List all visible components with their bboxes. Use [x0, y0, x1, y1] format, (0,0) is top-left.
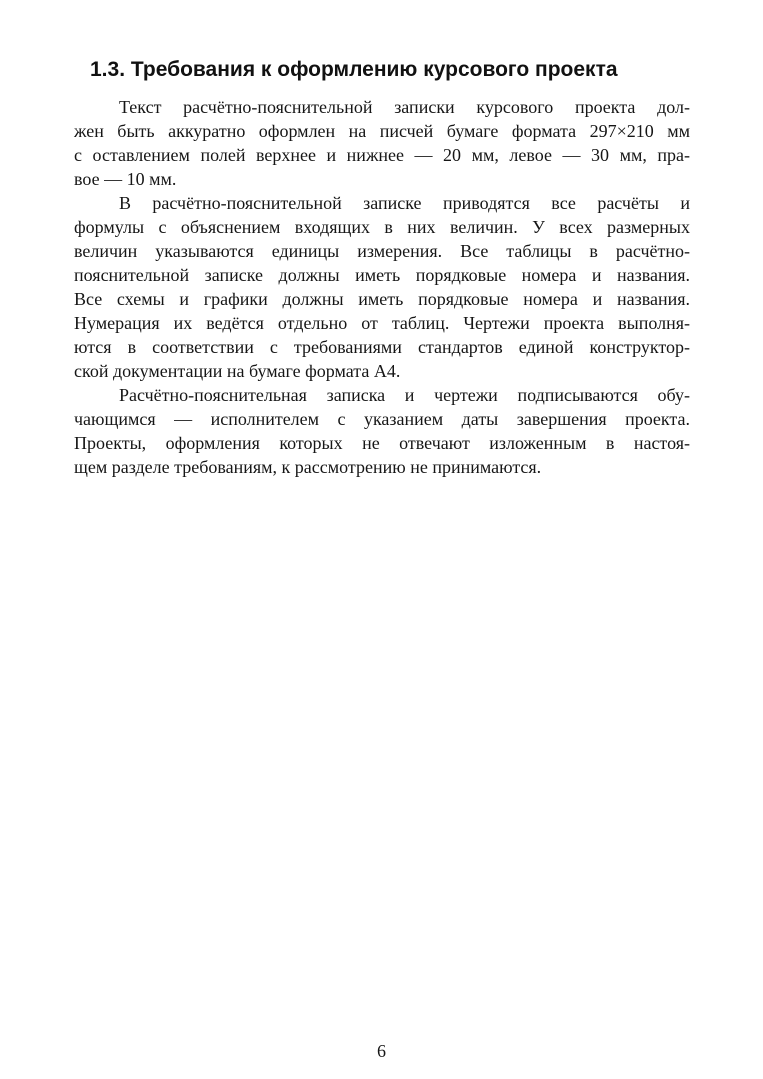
text-line: с оставлением полей верхнее и нижнее — 20 мм, левое — 30 мм, пра- — [74, 145, 690, 165]
text-line: щем разделе требованиям, к рассмотрению не принимаются. — [74, 457, 542, 477]
text-line: жен быть аккуратно оформлен на писчей бумаге формата 297×210 мм — [74, 121, 690, 141]
text-line: вое — 10 мм. — [74, 169, 177, 189]
text-line: чающимся — исполнителем с указанием даты завершения проекта. — [74, 409, 690, 429]
paragraph — [74, 191, 690, 383]
text-line: ются в соответствии с требованиями стандартов единой конструктор- — [74, 337, 690, 357]
text-line: пояснительной записке должны иметь порядковые номера и названия. — [74, 265, 690, 285]
text-line: величин указываются единицы измерения. Все таблицы в расчётно- — [74, 241, 690, 261]
paragraph — [74, 383, 690, 479]
text-line: Текст расчётно-пояснительной записки курсового проекта дол- — [119, 97, 690, 117]
text-line: В расчётно-пояснительной записке приводятся все расчёты и — [119, 193, 690, 213]
text-line: Проекты, оформления которых не отвечают изложенным в настоя- — [74, 433, 690, 453]
text-line: формулы с объяснением входящих в них величин. У всех размерных — [74, 217, 690, 237]
body-text — [74, 95, 690, 479]
text-line: Все схемы и графики должны иметь порядковые номера и названия. — [74, 289, 690, 309]
paragraph — [74, 95, 690, 191]
text-line: ской документации на бумаге формата А4. — [74, 361, 401, 381]
section-title: 1.3. Требования к оформлению курсового проекта — [90, 58, 618, 81]
text-line: Расчётно-пояснительная записка и чертежи подписываются обу- — [119, 385, 690, 405]
page-number: 6 — [377, 1041, 386, 1061]
text-line: Нумерация их ведётся отдельно от таблиц. Чертежи проекта выполня- — [74, 313, 690, 333]
